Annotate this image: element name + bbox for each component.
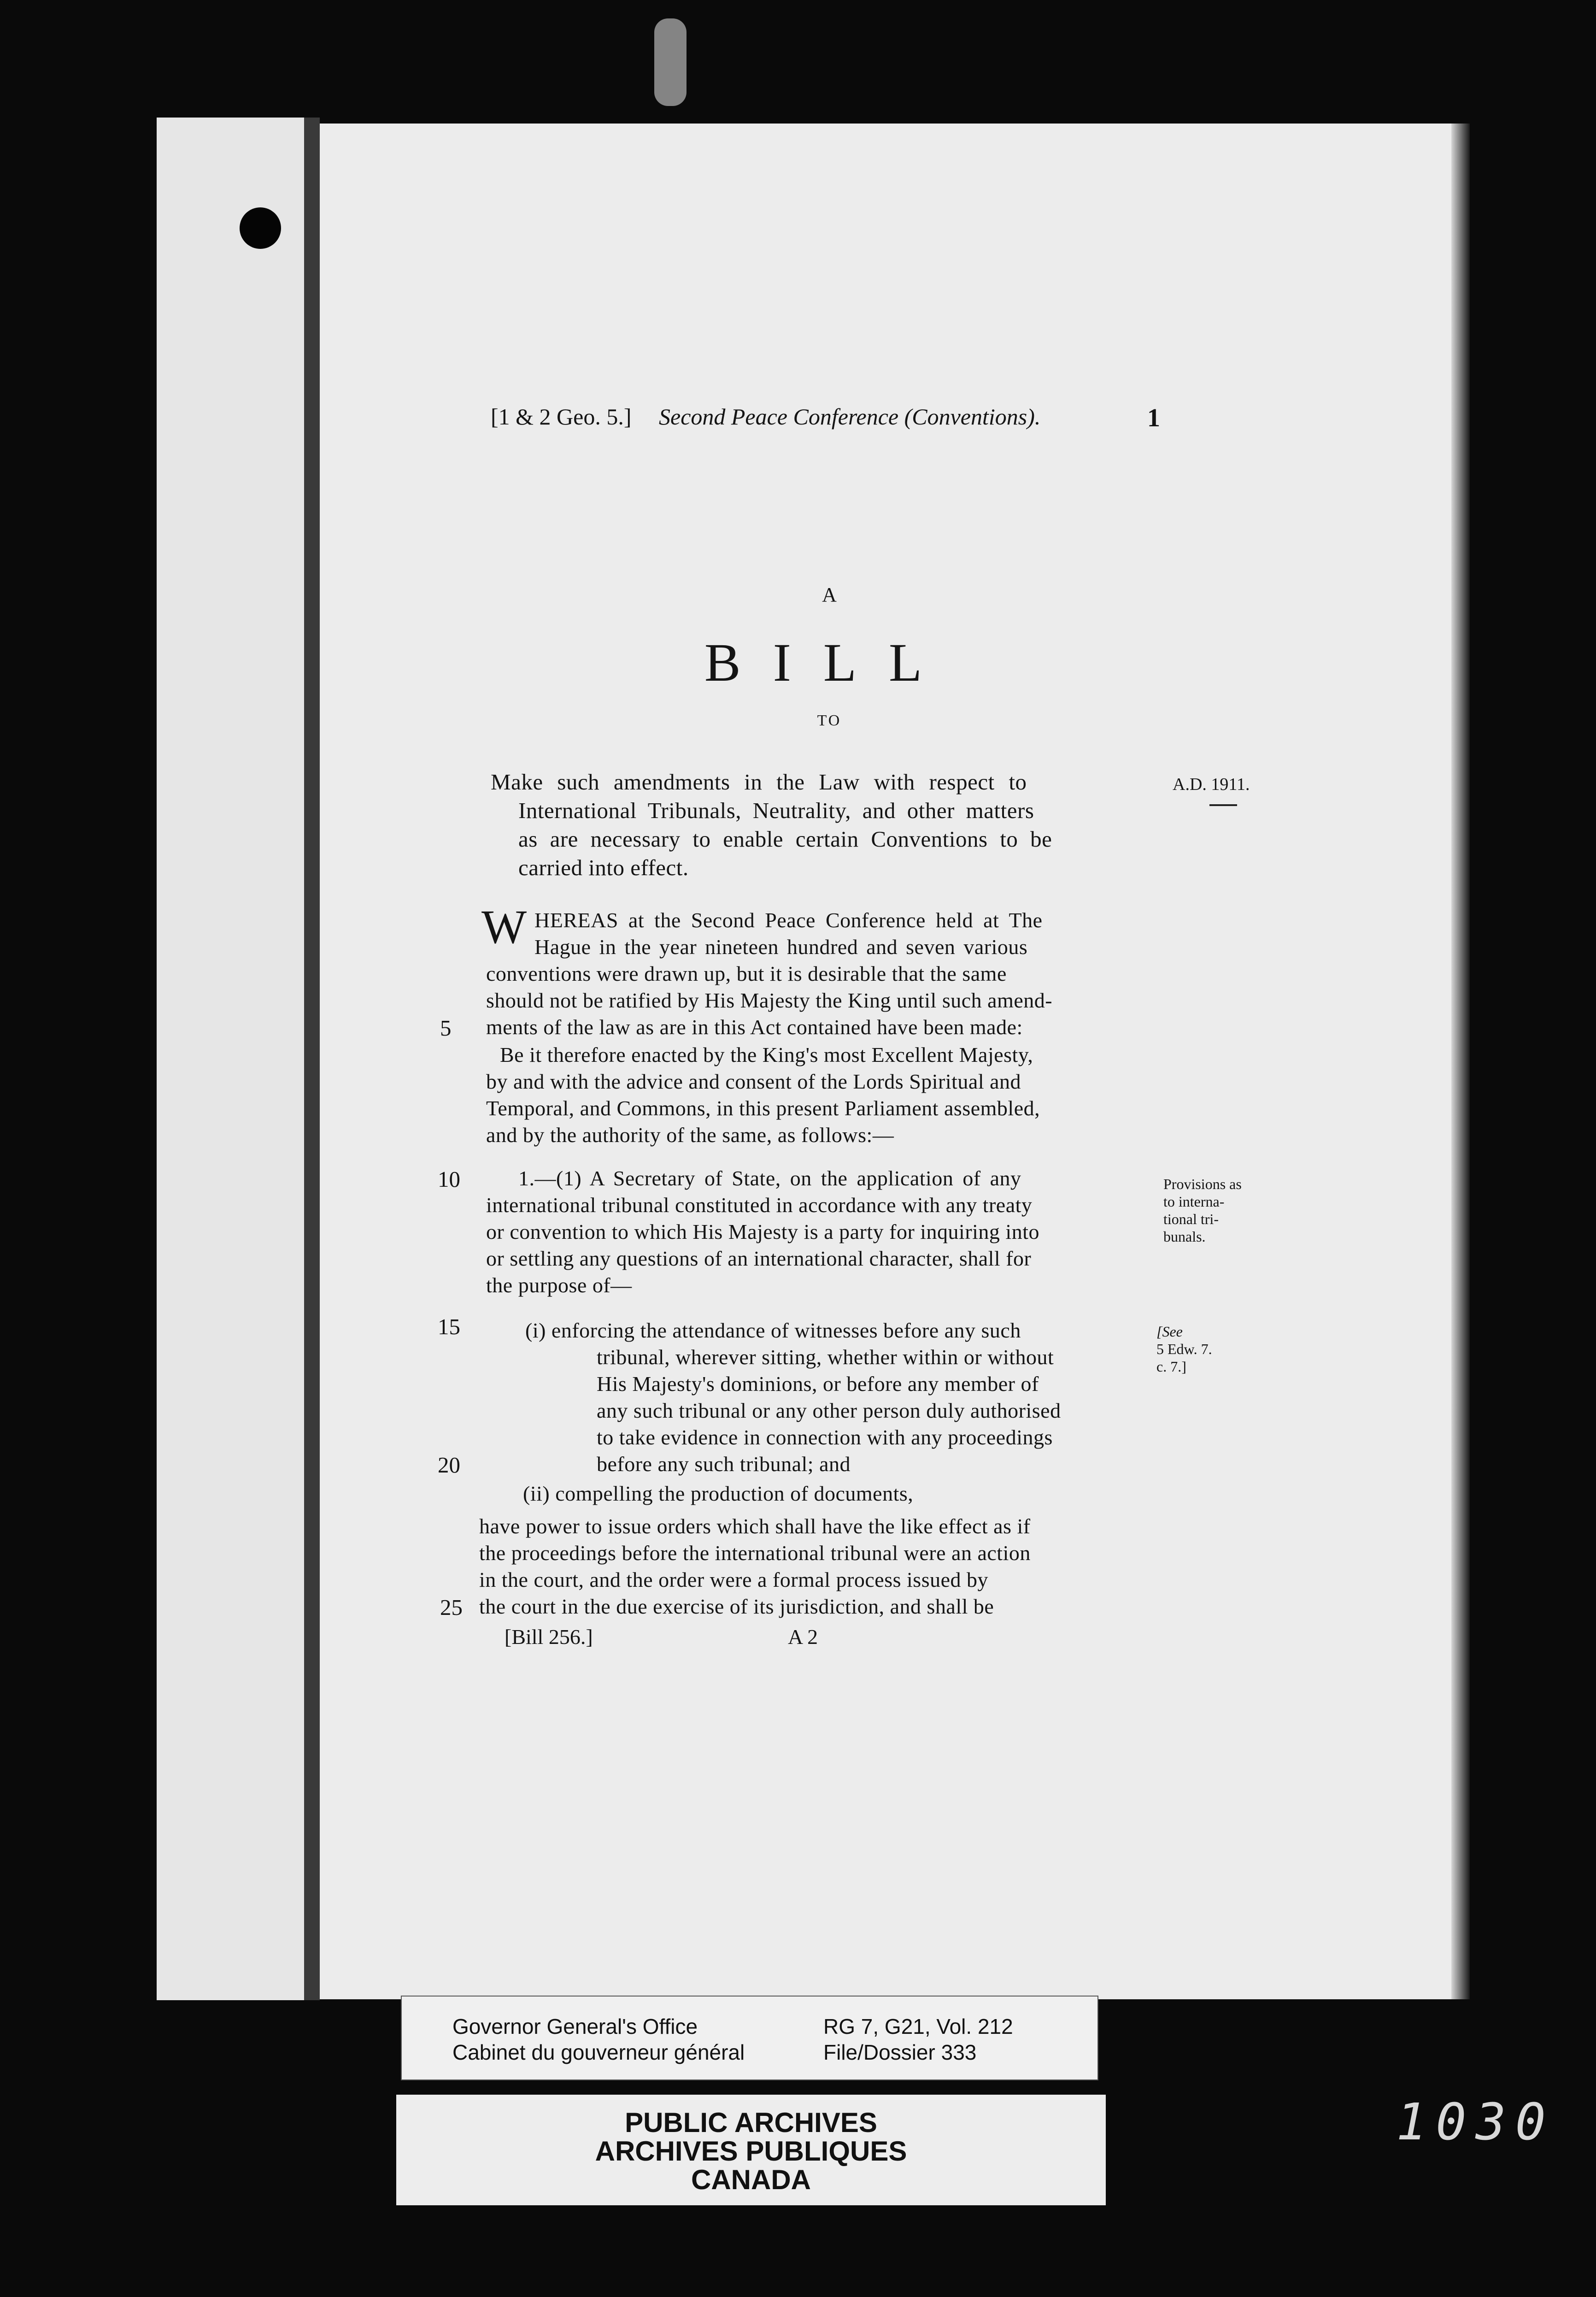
margin-note-provisions: Provisions as to interna- tional tri- bunals. [1163,1176,1242,1245]
para-line: His Majesty's dominions, or before any member of [597,1372,1039,1396]
preamble-line: HEREAS at the Second Peace Conference held at The [534,908,1043,932]
para-line: (ii) compelling the production of documents, [523,1482,914,1505]
continuation-line: in the court, and the order were a formal process issued by [479,1568,989,1591]
section-line: the purpose of— [486,1273,632,1297]
line-number: 20 [438,1452,460,1478]
line-number: 10 [438,1166,460,1192]
preamble-line: should not be ratified by His Majesty the King until such amend- [486,989,1053,1012]
long-title-line: as are necessary to enable certain Conventions to be [518,826,1052,852]
office-fr: Cabinet du gouverneur général [452,2040,745,2064]
section-line: international tribunal constituted in accordance with any treaty [486,1193,1033,1217]
film-scratch [654,18,687,106]
dropcap: W [481,901,527,954]
title-to: TO [817,712,842,729]
continuation-line: have power to issue orders which shall have the like effect as if [479,1514,1031,1538]
bill-number: [Bill 256.] [505,1625,593,1649]
binding-edge [304,118,320,2000]
margin-note-see: [See 5 Edw. 7. c. 7.] [1156,1323,1212,1375]
line-number: 5 [440,1015,452,1041]
long-title-line: International Tribunals, Neutrality, and other matters [518,798,1034,823]
long-title-line: carried into effect. [518,855,689,880]
stamp-line: ARCHIVES PUBLIQUES [595,2136,907,2167]
para-line: (i) enforcing the attendance of witnesses before any such [525,1319,1021,1342]
page-edge [1451,124,1470,1999]
enacting-line: Temporal, and Commons, in this present Parliament assembled, [486,1096,1040,1120]
record-group: RG 7, G21, Vol. 212 [823,2014,1013,2038]
enacting-line: by and with the advice and consent of the Lords Spiritual and [486,1070,1021,1093]
office-en: Governor General's Office [452,2014,698,2038]
para-line: before any such tribunal; and [597,1452,851,1476]
enacting-line: Be it therefore enacted by the King's most Excellent Majesty, [500,1043,1033,1066]
year-note: A.D. 1911. [1173,775,1250,794]
header-reference: [1 & 2 Geo. 5.] [491,404,632,430]
para-line: to take evidence in connection with any proceedings [597,1425,1053,1449]
section-line: or convention to which His Majesty is a party for inquiring into [486,1220,1039,1243]
year-rule [1209,804,1237,806]
file-number: File/Dossier 333 [823,2040,977,2064]
enacting-line: and by the authority of the same, as follows:— [486,1123,894,1147]
frame-number: 1030 [1396,2092,1555,2151]
section-line: 1.—(1) A Secretary of State, on the application of any [518,1166,1021,1190]
title-a: A [822,583,837,606]
page-number: 1 [1147,404,1160,432]
archive-label [401,1996,1098,2080]
long-title-line: Make such amendments in the Law with respect to [491,769,1027,795]
preamble-line: ments of the law as are in this Act contained have been made: [486,1015,1023,1039]
stamp-line: CANADA [691,2164,811,2195]
line-number: 25 [440,1595,463,1620]
signature-mark: A 2 [788,1625,818,1649]
punch-hole [240,207,281,249]
stamp-line: PUBLIC ARCHIVES [625,2107,877,2138]
continuation-line: the proceedings before the international tribunal were an action [479,1541,1031,1565]
binding-strip [157,118,309,2000]
section-line: or settling any questions of an international character, shall for [486,1247,1032,1270]
para-line: tribunal, wherever sitting, whether within or without [597,1345,1054,1369]
line-number: 15 [438,1314,460,1339]
title-bill: BILL [704,632,955,693]
archive-stamp [396,2095,1106,2205]
preamble-line: Hague in the year nineteen hundred and seven various [534,935,1028,959]
header-title: Second Peace Conference (Conventions). [659,404,1041,430]
para-line: any such tribunal or any other person duly authorised [597,1399,1061,1422]
preamble-line: conventions were drawn up, but it is desirable that the same [486,962,1007,985]
continuation-line: the court in the due exercise of its jurisdiction, and shall be [479,1595,994,1618]
